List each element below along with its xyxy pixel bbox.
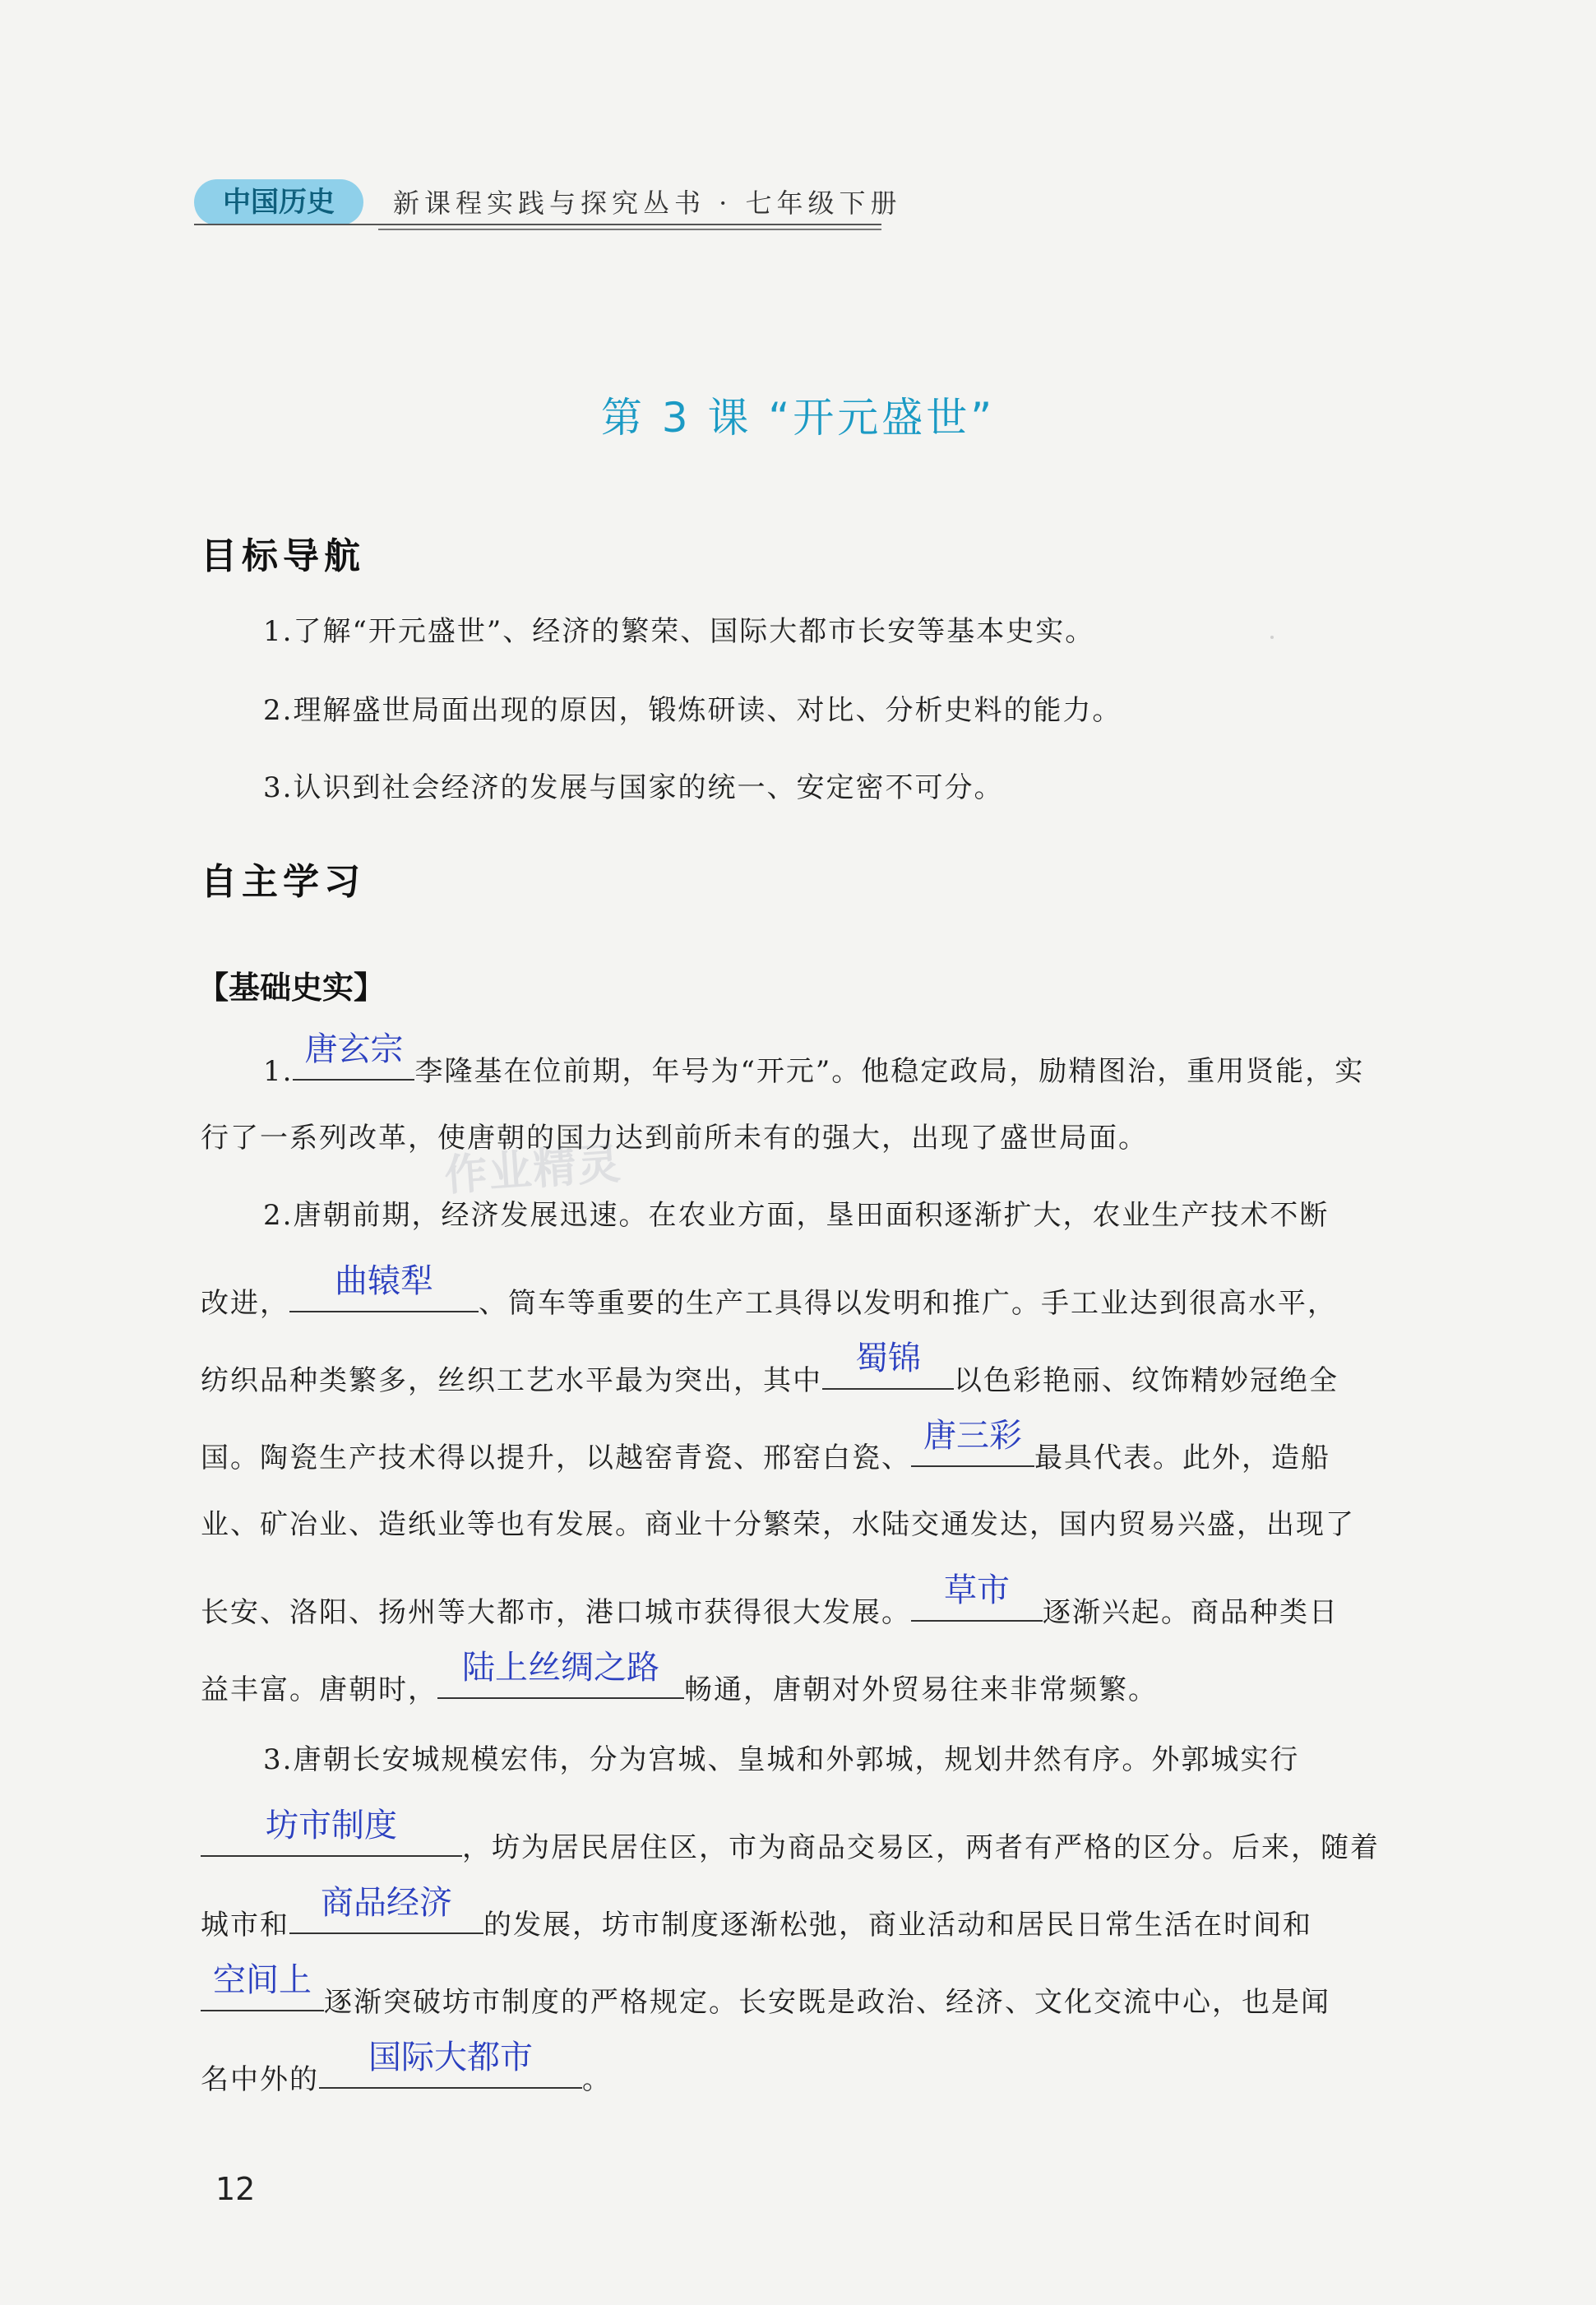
q2-line-2 [201,1262,1418,1321]
lesson-title: 第 3 课 “开元盛世” [600,394,996,442]
answer-blank[interactable] [289,1884,483,1934]
text-span: 改进， [201,1287,289,1320]
text-span: 逐渐突破坊市制度的严格规定。长安既是政治、经济、文化交流中心，也是闻 [324,1986,1330,2019]
q3-line-3 [201,1884,1418,1943]
q3-line-1: 3.唐朝长安城规模宏伟，分为宫城、皇城和外郭城，规划井然有序。外郭城实行 [263,1743,1300,1776]
text-span: 的发展，坊市制度逐渐松弛，商业活动和居民日常生活在时间和 [483,1909,1312,1942]
text-span: 。 [582,2063,612,2096]
goals-heading: 目标导航 [201,535,365,577]
header-rule-secondary [378,229,881,230]
goal-item-2: 2.理解盛世局面出现的原因，锻炼研读、对比、分析史料的能力。 [263,694,1122,727]
text-span: 名中外的 [201,2063,319,2096]
answer-text: 曲辕犁 [335,1262,433,1300]
answer-text: 草市 [944,1571,1010,1609]
page-number: 12 [215,2171,256,2207]
q2-line-5: 业、矿冶业、造纸业等也有发展。商业十分繁荣，水陆交通发达，国内贸易兴盛，出现了 [201,1508,1355,1541]
q3-line-4 [201,1961,1418,2020]
text-span: 国。陶瓷生产技术得以提升，以越窑青瓷、邢窑白瓷、 [201,1442,911,1474]
text-span: 以色彩艳丽、纹饰精妙冠绝全 [954,1364,1339,1397]
answer-blank[interactable] [911,1417,1034,1467]
answer-text: 坊市制度 [266,1807,397,1844]
book-series-title: 新课程实践与探究丛书 · 七年级下册 [393,187,902,219]
answer-blank[interactable] [822,1340,954,1390]
q3-line-5 [201,2039,1418,2098]
answer-text: 陆上丝绸之路 [462,1649,659,1687]
header-rule [194,224,881,225]
answer-blank[interactable] [201,1807,462,1857]
text-span: 最具代表。此外，造船 [1034,1442,1330,1474]
answer-blank[interactable] [293,1030,414,1081]
text-span: 城市和 [201,1909,289,1942]
answer-blank[interactable] [319,2039,582,2089]
answer-text: 唐三彩 [923,1417,1022,1455]
q2-line-7 [201,1649,1418,1708]
answer-text: 唐玄宗 [304,1030,404,1068]
q2-line-1: 2.唐朝前期，经济发展迅速。在农业方面，垦田面积逐渐扩大，农业生产技术不断 [263,1199,1330,1232]
answer-blank[interactable] [289,1262,479,1312]
q2-line-3 [201,1340,1418,1399]
answer-blank[interactable] [911,1571,1043,1622]
q2-line-6 [201,1571,1418,1631]
text-span: 纺织品种类繁多，丝织工艺水平最为突出，其中 [201,1364,822,1397]
answer-text: 商品经济 [321,1884,452,1922]
q1-line-1 [263,1030,1480,1090]
answer-blank[interactable] [437,1649,684,1699]
text-span: ，坊为居民居住区，市为商品交易区，两者有严格的区分。后来，随着 [462,1831,1380,1864]
q2-line-4 [201,1417,1418,1476]
answer-text: 蜀锦 [855,1340,921,1377]
text-span: 畅通，唐朝对外贸易往来非常频繁。 [684,1673,1158,1706]
watermark: 作业精灵 [442,1139,624,1201]
answer-text: 国际大都市 [368,2039,533,2076]
goal-item-1: 1.了解“开元盛世”、经济的繁荣、国际大都市长安等基本史实。 [263,615,1095,648]
speck [1270,636,1274,639]
goal-item-3: 3.认识到社会经济的发展与国家的统一、安定密不可分。 [263,771,1004,804]
text-span: 逐渐兴起。商品种类日 [1043,1596,1339,1629]
basic-facts-heading: 【基础史实】 [197,970,386,1006]
q1-text: 李隆基在位前期，年号为“开元”。他稳定政局，励精图治，重用贤能，实 [414,1055,1365,1088]
answer-text: 空间上 [213,1961,312,1999]
text-span: 益丰富。唐朝时， [201,1673,437,1706]
q1-number: 1. [263,1055,294,1088]
text-span: 长安、洛阳、扬州等大都市，港口城市获得很大发展。 [201,1596,911,1629]
q3-line-2 [201,1807,1418,1866]
study-heading: 自主学习 [201,861,365,903]
subject-badge: 中国历史 [194,179,363,225]
answer-blank[interactable] [201,1961,324,2011]
text-span: 、筒车等重要的生产工具得以发明和推广。手工业达到很高水平， [479,1287,1337,1320]
q1-line-2: 行了一系列改革，使唐朝的国力达到前所未有的强大，出现了盛世局面。 [201,1122,1148,1155]
